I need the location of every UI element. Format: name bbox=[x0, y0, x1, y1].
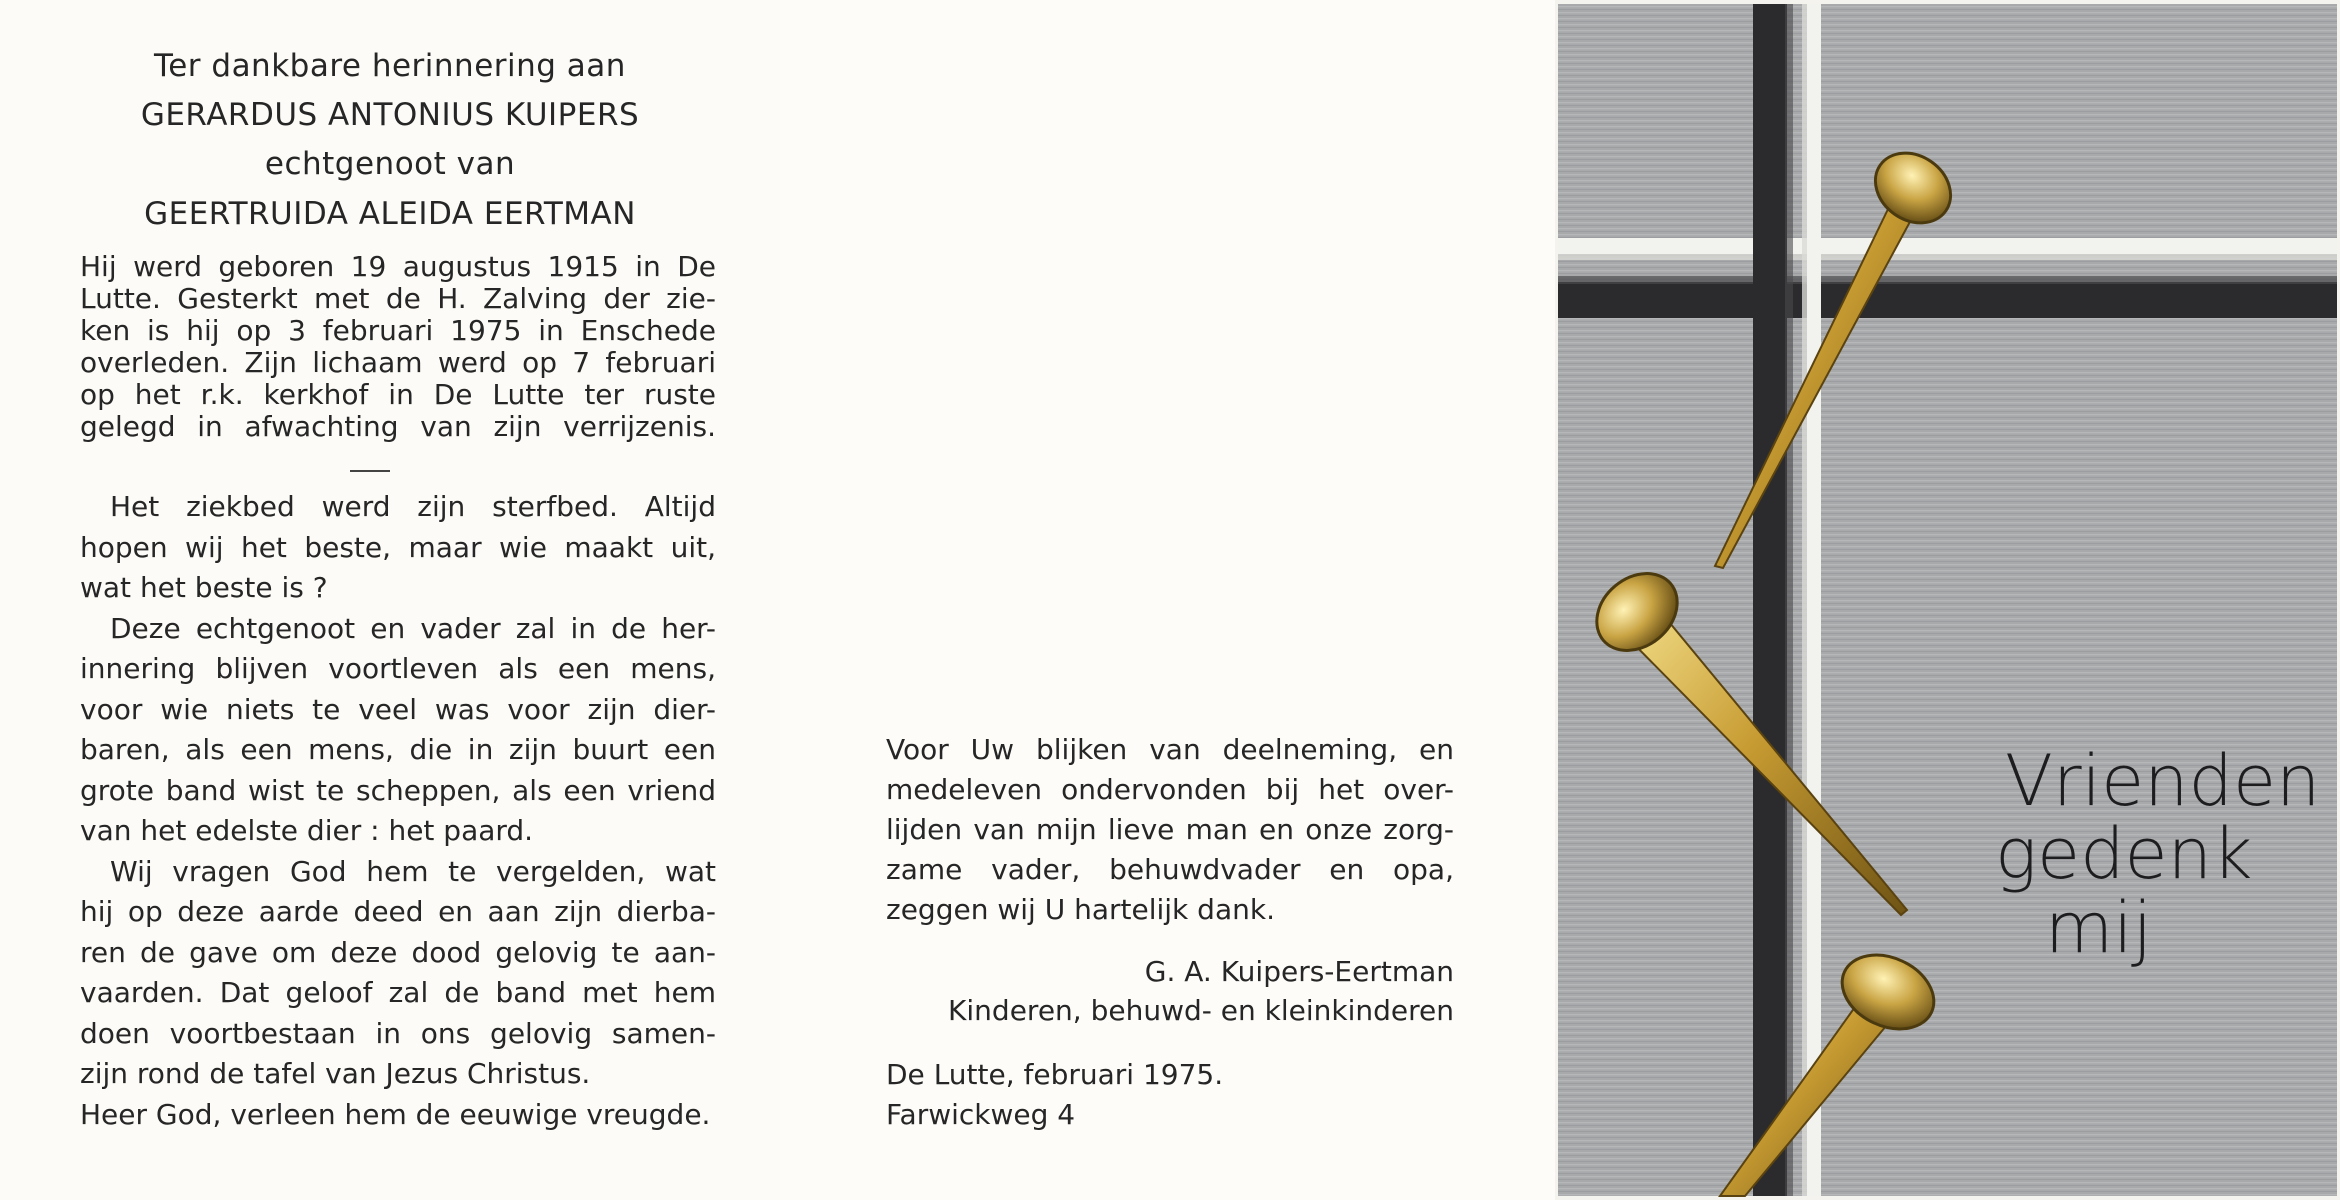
caption-line-2: gedenk bbox=[1995, 813, 2253, 895]
heading-line-1: Ter dankbare herinnering aan bbox=[154, 48, 626, 84]
reflection-line: ren de gave om deze dood gelovig te aan- bbox=[80, 935, 716, 969]
place-date: De Lutte, februari 1975. bbox=[886, 1058, 1224, 1091]
reflection-line: Wij vragen God hem te vergelden, wat bbox=[110, 854, 716, 888]
reflection-line: vaarden. Dat geloof zal de band met hem bbox=[80, 976, 716, 1009]
cover-artwork bbox=[1555, 0, 2340, 1200]
thanks-line: zeggen wij U hartelijk dank. bbox=[886, 893, 1275, 926]
reflection-line: innering blijven voortleven als een mens, bbox=[80, 652, 716, 685]
reflection-line: voor wie niets te veel was voor zijn dier- bbox=[80, 692, 716, 726]
caption-line-3: mij bbox=[2045, 887, 2153, 969]
thanks-line: medeleven ondervonden bij het over- bbox=[886, 773, 1454, 806]
divider bbox=[350, 470, 390, 472]
bio-line: Hij werd geboren 19 augustus 1915 in De bbox=[80, 250, 716, 283]
reflection-line: hopen wij het beste, maar wie maakt uit, bbox=[80, 530, 716, 564]
bio-line: gelegd in afwachting van zijn verrijzenis. bbox=[80, 410, 716, 443]
thanks-line: Voor Uw blijken van deelneming, en bbox=[886, 733, 1454, 766]
reflection-line: grote band wist te scheppen, als een vriend bbox=[80, 773, 716, 807]
address: Farwickweg 4 bbox=[886, 1098, 1076, 1131]
thanks-line: zame vader, behuwdvader en opa, bbox=[886, 853, 1454, 886]
reflection-line: Het ziekbed werd zijn sterfbed. Altijd bbox=[110, 490, 716, 523]
reflection-line: hij op deze aarde deed en aan zijn dierba- bbox=[80, 895, 716, 928]
bio-line: Lutte. Gesterkt met de H. Zalving der zie- bbox=[80, 282, 716, 315]
thanks-paragraph-text bbox=[886, 730, 1454, 930]
reflection-line: doen voortbestaan in ons gelovig samen- bbox=[80, 1016, 716, 1050]
reflection-line: baren, als een mens, die in zijn buurt een bbox=[80, 733, 716, 766]
heading-line-3: echtgenoot van bbox=[264, 146, 516, 182]
reflection-paragraph bbox=[80, 487, 716, 1135]
signature-family: Kinderen, behuwd- en kleinkinderen bbox=[948, 994, 1454, 1027]
bio-line: op het r.k. kerkhof in De Lutte ter ruste bbox=[80, 378, 716, 411]
reflection-line: wat het beste is ? bbox=[80, 571, 328, 604]
reflection-line: Heer God, verleen hem de eeuwige vreugde. bbox=[80, 1097, 711, 1131]
left-page bbox=[0, 0, 780, 1200]
spouse-name: GEERTRUIDA ALEIDA EERTMAN bbox=[144, 196, 636, 232]
deceased-name: GERARDUS ANTONIUS KUIPERS bbox=[140, 97, 640, 133]
bio-line: ken is hij op 3 februari 1975 in Enschede bbox=[80, 314, 716, 347]
reflection-line: zijn rond de tafel van Jezus Christus. bbox=[80, 1057, 591, 1090]
caption-line-1: Vrienden bbox=[2005, 740, 2321, 822]
bio-line: overleden. Zijn lichaam werd op 7 februari bbox=[80, 346, 716, 379]
thanks-line: lijden van mijn lieve man en onze zorg- bbox=[886, 813, 1454, 846]
signature-name: G. A. Kuipers-Eertman bbox=[1144, 955, 1454, 988]
biography-paragraph bbox=[80, 251, 716, 443]
reflection-line: van het edelste dier : het paard. bbox=[80, 814, 534, 847]
reflection-line: Deze echtgenoot en vader zal in de her- bbox=[110, 611, 716, 645]
